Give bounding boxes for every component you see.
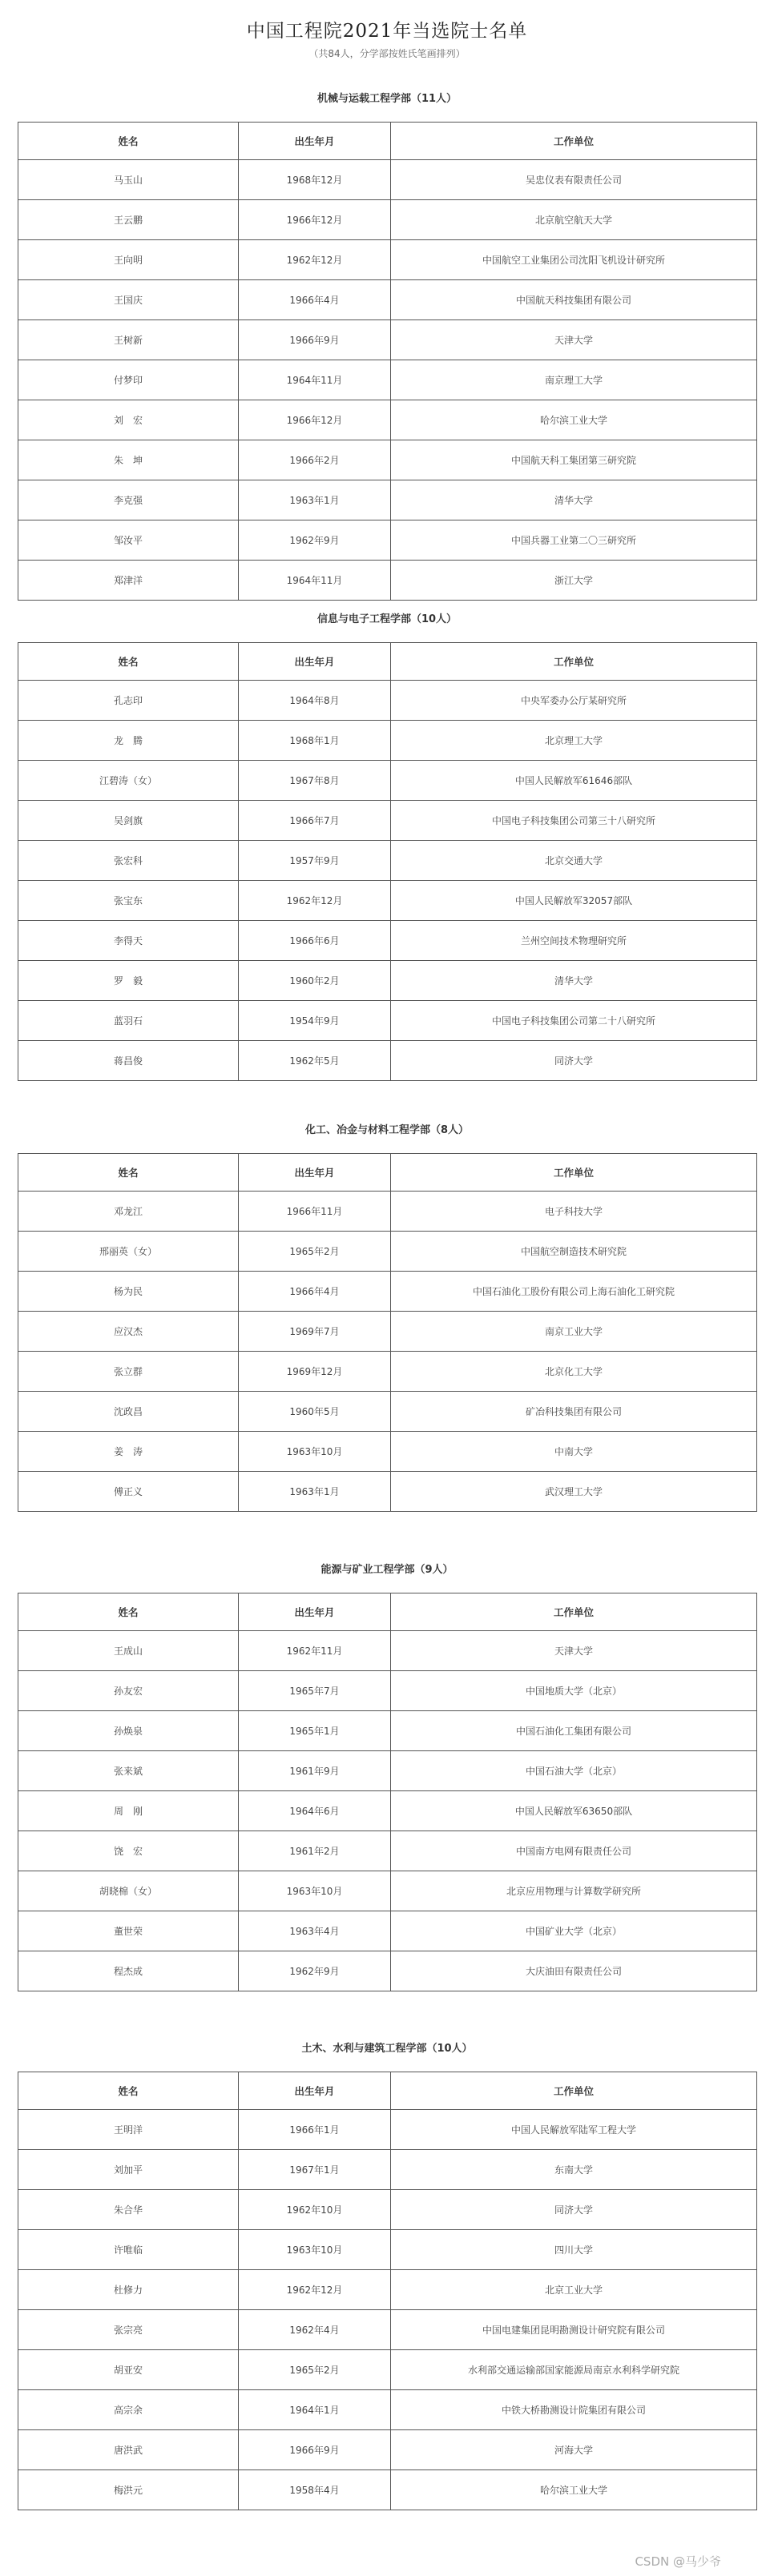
member-workplace: 中南大学 xyxy=(391,1432,757,1472)
member-workplace: 矿冶科技集团有限公司 xyxy=(391,1392,757,1432)
member-name: 龙 腾 xyxy=(18,721,239,761)
member-workplace: 哈尔滨工业大学 xyxy=(391,400,757,440)
section-title: 机械与运载工程学部（11人） xyxy=(316,93,458,105)
header-workplace: 工作单位 xyxy=(391,1154,757,1192)
member-workplace: 北京化工大学 xyxy=(391,1352,757,1392)
header-birth-date: 出生年月 xyxy=(239,643,391,681)
member-name: 许唯临 xyxy=(18,2230,239,2270)
member-name: 傅正义 xyxy=(18,1472,239,1512)
section-title: 信息与电子工程学部（10人） xyxy=(316,613,458,625)
table-row xyxy=(18,2310,757,2350)
table-row xyxy=(18,1352,757,1392)
header-name: 姓名 xyxy=(18,1593,239,1631)
member-birth-date: 1966年1月 xyxy=(239,2110,391,2150)
member-name: 程杰成 xyxy=(18,1951,239,1991)
member-name: 刘 宏 xyxy=(18,400,239,440)
member-name: 邹汝平 xyxy=(18,520,239,561)
member-name: 应汉杰 xyxy=(18,1312,239,1352)
table-row xyxy=(18,480,757,520)
member-name: 江碧涛（女） xyxy=(18,761,239,801)
member-workplace: 大庆油田有限责任公司 xyxy=(391,1951,757,1991)
table-row xyxy=(18,1392,757,1432)
member-name: 朱 坤 xyxy=(18,440,239,480)
member-birth-date: 1962年10月 xyxy=(239,2190,391,2230)
member-birth-date: 1962年4月 xyxy=(239,2310,391,2350)
table-row xyxy=(18,440,757,480)
member-birth-date: 1966年11月 xyxy=(239,1192,391,1232)
member-name: 董世荣 xyxy=(18,1911,239,1951)
section-title: 能源与矿业工程学部（9人） xyxy=(320,1564,454,1576)
member-birth-date: 1964年11月 xyxy=(239,360,391,400)
table-row xyxy=(18,1711,757,1751)
member-workplace: 中国兵器工业第二〇三研究所 xyxy=(391,520,757,561)
member-birth-date: 1960年2月 xyxy=(239,961,391,1001)
member-name: 张立群 xyxy=(18,1352,239,1392)
table-row xyxy=(18,2430,757,2470)
member-birth-date: 1968年12月 xyxy=(239,160,391,200)
table-row xyxy=(18,200,757,240)
table-row xyxy=(18,2350,757,2390)
table-row xyxy=(18,841,757,881)
member-name: 胡亚安 xyxy=(18,2350,239,2390)
header-name: 姓名 xyxy=(18,1154,239,1192)
member-birth-date: 1964年11月 xyxy=(239,561,391,601)
member-name: 邓龙江 xyxy=(18,1192,239,1232)
member-birth-date: 1962年9月 xyxy=(239,520,391,561)
member-birth-date: 1965年2月 xyxy=(239,2350,391,2390)
table-row xyxy=(18,2190,757,2230)
table-header-row xyxy=(18,1154,757,1192)
table-row xyxy=(18,1192,757,1232)
member-birth-date: 1961年2月 xyxy=(239,1831,391,1871)
member-workplace: 哈尔滨工业大学 xyxy=(391,2470,757,2510)
table-row xyxy=(18,761,757,801)
member-name: 李克强 xyxy=(18,480,239,520)
member-workplace: 中国航空工业集团公司沈阳飞机设计研究所 xyxy=(391,240,757,280)
member-birth-date: 1958年4月 xyxy=(239,2470,391,2510)
table-row xyxy=(18,921,757,961)
member-workplace: 中国石油化工集团有限公司 xyxy=(391,1711,757,1751)
member-name: 姜 涛 xyxy=(18,1432,239,1472)
member-birth-date: 1962年12月 xyxy=(239,2270,391,2310)
table-row xyxy=(18,2270,757,2310)
table-header-row xyxy=(18,123,757,160)
member-birth-date: 1967年8月 xyxy=(239,761,391,801)
member-name: 邢丽英（女） xyxy=(18,1232,239,1272)
member-birth-date: 1966年6月 xyxy=(239,921,391,961)
section-title: 土木、水利与建筑工程学部（10人） xyxy=(301,2043,473,2055)
member-workplace: 天津大学 xyxy=(391,1631,757,1671)
member-name: 王树新 xyxy=(18,320,239,360)
member-birth-date: 1966年9月 xyxy=(239,2430,391,2470)
member-birth-date: 1962年5月 xyxy=(239,1041,391,1081)
member-workplace: 北京工业大学 xyxy=(391,2270,757,2310)
section xyxy=(18,1119,756,1512)
header-name: 姓名 xyxy=(18,123,239,160)
member-workplace: 中国人民解放军61646部队 xyxy=(391,761,757,801)
member-workplace: 中国电子科技集团公司第二十八研究所 xyxy=(391,1001,757,1041)
member-name: 王云鹏 xyxy=(18,200,239,240)
table-row xyxy=(18,881,757,921)
member-birth-date: 1963年1月 xyxy=(239,480,391,520)
member-workplace: 北京应用物理与计算数学研究所 xyxy=(391,1871,757,1911)
header-birth-date: 出生年月 xyxy=(239,1593,391,1631)
table-header-row xyxy=(18,2072,757,2110)
member-name: 胡晓棉（女） xyxy=(18,1871,239,1911)
table-row xyxy=(18,1472,757,1512)
members-table xyxy=(18,1593,757,1991)
header-birth-date: 出生年月 xyxy=(239,123,391,160)
member-birth-date: 1967年1月 xyxy=(239,2150,391,2190)
member-name: 刘加平 xyxy=(18,2150,239,2190)
member-birth-date: 1961年9月 xyxy=(239,1751,391,1791)
member-name: 王国庆 xyxy=(18,280,239,320)
table-row xyxy=(18,1272,757,1312)
table-row xyxy=(18,2230,757,2270)
member-workplace: 中国航空制造技术研究院 xyxy=(391,1232,757,1272)
member-workplace: 中国石油大学（北京） xyxy=(391,1751,757,1791)
member-birth-date: 1966年12月 xyxy=(239,400,391,440)
member-name: 蒋昌俊 xyxy=(18,1041,239,1081)
table-header-row xyxy=(18,643,757,681)
member-name: 吴剑旗 xyxy=(18,801,239,841)
member-name: 高宗余 xyxy=(18,2390,239,2430)
member-name: 张宏科 xyxy=(18,841,239,881)
member-name: 马玉山 xyxy=(18,160,239,200)
table-row xyxy=(18,400,757,440)
table-row xyxy=(18,1671,757,1711)
member-workplace: 南京工业大学 xyxy=(391,1312,757,1352)
member-name: 王明洋 xyxy=(18,2110,239,2150)
members-table xyxy=(18,122,757,601)
member-name: 沈政昌 xyxy=(18,1392,239,1432)
member-name: 孙焕泉 xyxy=(18,1711,239,1751)
watermark: CSDN @马少爷 xyxy=(635,2554,721,2569)
member-workplace: 北京交通大学 xyxy=(391,841,757,881)
table-row xyxy=(18,561,757,601)
member-name: 孔志印 xyxy=(18,681,239,721)
member-birth-date: 1960年5月 xyxy=(239,1392,391,1432)
member-name: 张宝东 xyxy=(18,881,239,921)
member-birth-date: 1963年1月 xyxy=(239,1472,391,1512)
member-name: 王成山 xyxy=(18,1631,239,1671)
table-row xyxy=(18,160,757,200)
member-name: 郑津洋 xyxy=(18,561,239,601)
header-workplace: 工作单位 xyxy=(391,123,757,160)
member-birth-date: 1963年10月 xyxy=(239,2230,391,2270)
member-workplace: 清华大学 xyxy=(391,480,757,520)
table-row xyxy=(18,520,757,561)
member-workplace: 北京理工大学 xyxy=(391,721,757,761)
member-workplace: 东南大学 xyxy=(391,2150,757,2190)
member-birth-date: 1965年7月 xyxy=(239,1671,391,1711)
member-workplace: 中国航天科工集团第三研究院 xyxy=(391,440,757,480)
member-name: 王向明 xyxy=(18,240,239,280)
table-row xyxy=(18,721,757,761)
member-birth-date: 1966年12月 xyxy=(239,200,391,240)
member-birth-date: 1962年12月 xyxy=(239,881,391,921)
member-workplace: 武汉理工大学 xyxy=(391,1472,757,1512)
member-name: 周 刚 xyxy=(18,1791,239,1831)
section xyxy=(18,2038,756,2510)
table-row xyxy=(18,240,757,280)
member-workplace: 天津大学 xyxy=(391,320,757,360)
member-workplace: 中央军委办公厅某研究所 xyxy=(391,681,757,721)
table-row xyxy=(18,280,757,320)
member-birth-date: 1966年7月 xyxy=(239,801,391,841)
header-workplace: 工作单位 xyxy=(391,643,757,681)
member-name: 杜修力 xyxy=(18,2270,239,2310)
document-title: 中国工程院2021年当选院士名单 xyxy=(246,21,528,42)
members-table xyxy=(18,1153,757,1512)
members-table xyxy=(18,2072,757,2510)
header-birth-date: 出生年月 xyxy=(239,1154,391,1192)
member-birth-date: 1966年4月 xyxy=(239,1272,391,1312)
member-workplace: 中国南方电网有限责任公司 xyxy=(391,1831,757,1871)
member-birth-date: 1963年10月 xyxy=(239,1432,391,1472)
member-birth-date: 1969年7月 xyxy=(239,1312,391,1352)
section-title: 化工、冶金与材料工程学部（8人） xyxy=(304,1124,470,1136)
member-workplace: 中铁大桥勘测设计院集团有限公司 xyxy=(391,2390,757,2430)
table-row xyxy=(18,1041,757,1081)
member-workplace: 中国航天科技集团有限公司 xyxy=(391,280,757,320)
table-row xyxy=(18,1312,757,1352)
member-name: 李得天 xyxy=(18,921,239,961)
table-row xyxy=(18,1751,757,1791)
member-workplace: 兰州空间技术物理研究所 xyxy=(391,921,757,961)
member-name: 朱合华 xyxy=(18,2190,239,2230)
member-name: 唐洪武 xyxy=(18,2430,239,2470)
header-workplace: 工作单位 xyxy=(391,2072,757,2110)
member-name: 孙友宏 xyxy=(18,1671,239,1711)
member-birth-date: 1966年2月 xyxy=(239,440,391,480)
member-workplace: 中国电子科技集团公司第三十八研究所 xyxy=(391,801,757,841)
table-row xyxy=(18,2390,757,2430)
member-name: 张来斌 xyxy=(18,1751,239,1791)
member-workplace: 中国电建集团昆明勘测设计研究院有限公司 xyxy=(391,2310,757,2350)
table-row xyxy=(18,1951,757,1991)
member-workplace: 吴忠仪表有限责任公司 xyxy=(391,160,757,200)
member-workplace: 浙江大学 xyxy=(391,561,757,601)
table-row xyxy=(18,2470,757,2510)
member-workplace: 中国矿业大学（北京） xyxy=(391,1911,757,1951)
member-workplace: 清华大学 xyxy=(391,961,757,1001)
table-row xyxy=(18,1631,757,1671)
member-workplace: 南京理工大学 xyxy=(391,360,757,400)
header-name: 姓名 xyxy=(18,643,239,681)
member-workplace: 水利部交通运输部国家能源局南京水利科学研究院 xyxy=(391,2350,757,2390)
member-birth-date: 1964年8月 xyxy=(239,681,391,721)
member-birth-date: 1963年4月 xyxy=(239,1911,391,1951)
member-name: 张宗亮 xyxy=(18,2310,239,2350)
member-workplace: 中国人民解放军32057部队 xyxy=(391,881,757,921)
member-workplace: 中国地质大学（北京） xyxy=(391,1671,757,1711)
member-birth-date: 1966年4月 xyxy=(239,280,391,320)
member-birth-date: 1962年12月 xyxy=(239,240,391,280)
document-subtitle: （共84人，分学部按姓氏笔画排列） xyxy=(308,48,466,59)
member-name: 饶 宏 xyxy=(18,1831,239,1871)
member-birth-date: 1969年12月 xyxy=(239,1352,391,1392)
header-name: 姓名 xyxy=(18,2072,239,2110)
table-row xyxy=(18,681,757,721)
table-row xyxy=(18,2110,757,2150)
member-birth-date: 1968年1月 xyxy=(239,721,391,761)
table-row xyxy=(18,320,757,360)
member-workplace: 中国石油化工股份有限公司上海石油化工研究院 xyxy=(391,1272,757,1312)
section xyxy=(18,88,756,601)
member-workplace: 同济大学 xyxy=(391,2190,757,2230)
table-row xyxy=(18,2150,757,2190)
member-birth-date: 1962年9月 xyxy=(239,1951,391,1991)
member-birth-date: 1962年11月 xyxy=(239,1631,391,1671)
table-row xyxy=(18,1001,757,1041)
member-birth-date: 1954年9月 xyxy=(239,1001,391,1041)
section xyxy=(18,1559,756,1991)
member-workplace: 中国人民解放军陆军工程大学 xyxy=(391,2110,757,2150)
table-row xyxy=(18,1871,757,1911)
member-birth-date: 1964年1月 xyxy=(239,2390,391,2430)
member-birth-date: 1964年6月 xyxy=(239,1791,391,1831)
member-birth-date: 1966年9月 xyxy=(239,320,391,360)
table-row xyxy=(18,1232,757,1272)
table-row xyxy=(18,1432,757,1472)
section xyxy=(18,609,756,1081)
member-birth-date: 1963年10月 xyxy=(239,1871,391,1911)
member-birth-date: 1957年9月 xyxy=(239,841,391,881)
table-row xyxy=(18,961,757,1001)
members-table xyxy=(18,642,757,1081)
member-birth-date: 1965年1月 xyxy=(239,1711,391,1751)
member-workplace: 中国人民解放军63650部队 xyxy=(391,1791,757,1831)
member-name: 付梦印 xyxy=(18,360,239,400)
member-name: 梅洪元 xyxy=(18,2470,239,2510)
member-name: 蓝羽石 xyxy=(18,1001,239,1041)
member-birth-date: 1965年2月 xyxy=(239,1232,391,1272)
member-workplace: 四川大学 xyxy=(391,2230,757,2270)
table-row xyxy=(18,1911,757,1951)
header-birth-date: 出生年月 xyxy=(239,2072,391,2110)
table-header-row xyxy=(18,1593,757,1631)
member-name: 杨为民 xyxy=(18,1272,239,1312)
table-row xyxy=(18,1791,757,1831)
member-workplace: 北京航空航天大学 xyxy=(391,200,757,240)
member-name: 罗 毅 xyxy=(18,961,239,1001)
table-row xyxy=(18,801,757,841)
member-workplace: 电子科技大学 xyxy=(391,1192,757,1232)
header-workplace: 工作单位 xyxy=(391,1593,757,1631)
member-workplace: 河海大学 xyxy=(391,2430,757,2470)
table-row xyxy=(18,1831,757,1871)
member-workplace: 同济大学 xyxy=(391,1041,757,1081)
table-row xyxy=(18,360,757,400)
